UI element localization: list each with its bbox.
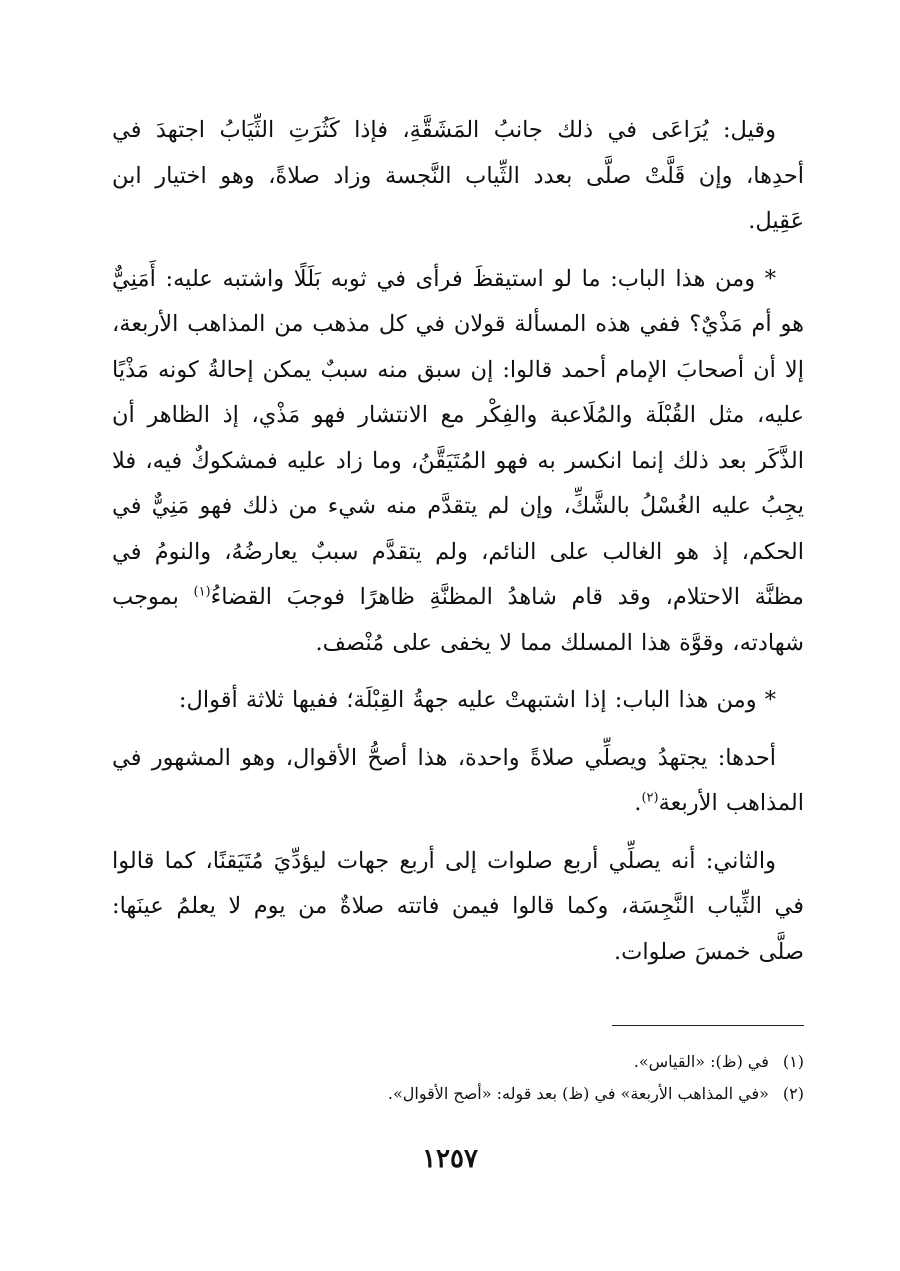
paragraph-1-text: وقيل: يُرَاعَى في ذلك جانبُ المَشَقَّةِ، فإذا كَثُرَتِ الثِّيَابُ اجتهدَ في أحدِها، وإن قَلَّتْ صلَّى بعدد الثِّياب النَّجسة وزاد صلاةً، وهو اختيار ابن عَقِيل.	[112, 117, 804, 234]
paragraph-1	[112, 108, 804, 245]
paragraph-4	[112, 736, 804, 827]
page-number: ١٢٥٧	[422, 1144, 478, 1174]
paragraph-4-tail: .	[634, 790, 642, 816]
footnotes	[112, 1046, 804, 1110]
page-body	[112, 108, 804, 1103]
footnote-1-text: في (ظ): «القياس».	[633, 1052, 769, 1071]
paragraph-2-text: * ومن هذا الباب: ما لو استيقظَ فرأى في ثوبه بَلَلًا واشتبه عليه: أَمَنِيٌّ هو أم مَذْيٌ؟ ففي هذه المسألة قولان في كل مذهب من المذاهب الأربعة، إلا أن أصحابَ الإمام أحمد قالوا: إن سبق منه سببٌ يمكن إحالةُ كونه مَذْيًا عليه، مثل القُبْلَة والمُلَاعبة والفِكْر مع الانتشار فهو مَذْي، إذ الظاهر أن الذَّكَر بعد ذلك إنما انكسر به فهو المُتَيَقَّنُ، وما زاد عليه فمشكوكٌ فيه، فلا يجِبُ عليه الغُسْلُ بالشَّكِّ، وإن لم يتقدَّم منه شيء من ذلك فهو مَنِيٌّ في الحكم، إذ هو الغالب على النائم، ولم يتقدَّم سببٌ يعارضُهُ، والنومُ في مظنَّة الاحتلام، وقد قام شاهدُ المظنَّةِ ظاهرًا فوجبَ القضاءُ	[112, 265, 804, 610]
footnote-ref-2[interactable]: (٢)	[641, 790, 659, 806]
footnote-2-number: (٢)	[782, 1084, 804, 1103]
footnote-divider	[612, 1025, 804, 1026]
footnote-2-text: «في المذاهب الأربعة» في (ظ) بعد قوله: «أصح الأقوال».	[387, 1084, 769, 1103]
paragraph-3-text: * ومن هذا الباب: إذا اشتبهتْ عليه جهةُ القِبْلَة؛ ففيها ثلاثة أقوال:	[178, 687, 776, 713]
paragraph-2-tail: بموجب شهادته، وقوَّة هذا المسلك مما لا يخفى على مُنْصف.	[112, 584, 804, 656]
footnote-2	[112, 1078, 804, 1110]
paragraph-4-text: أحدها: يجتهدُ ويصلِّي صلاةً واحدة، هذا أصحُّ الأقوال، وهو المشهور في المذاهب الأربعة	[112, 744, 804, 816]
footnote-ref-1[interactable]: (١)	[193, 584, 211, 600]
paragraph-2	[112, 257, 804, 667]
paragraph-5-text: والثاني: أنه يصلِّي أربع صلوات إلى أربع جهات ليؤدِّيَ مُتَيَقنًا، كما قالوا في الثِّياب النَّجِسَة، وكما قالوا فيمن فاتته صلاةٌ من يوم لا يعلمُ عينَها: صلَّى خمسَ صلوات.	[112, 847, 804, 965]
paragraph-5	[112, 839, 804, 976]
footnote-1-number: (١)	[782, 1052, 804, 1071]
footnote-1	[112, 1046, 804, 1078]
paragraph-3	[112, 678, 804, 724]
